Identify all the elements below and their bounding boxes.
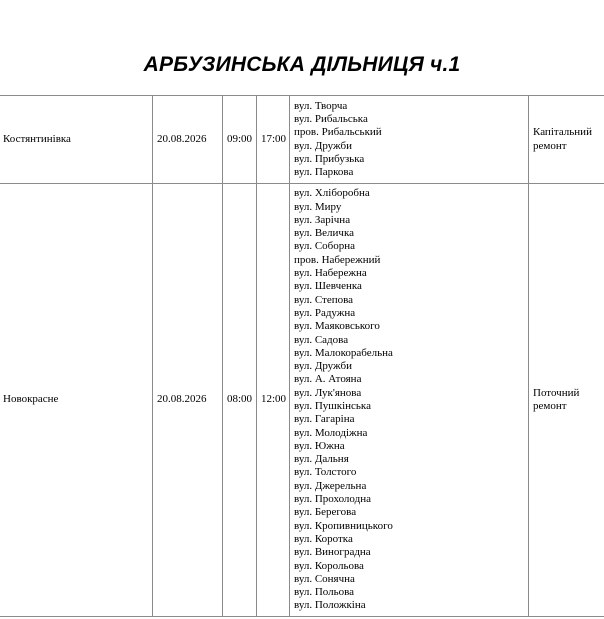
work-type-line: Поточний <box>533 386 580 399</box>
street-item: вул. Лук'янова <box>294 386 362 399</box>
street-item: вул. Величка <box>294 227 355 240</box>
end-time-cell: 17:00 <box>257 96 290 184</box>
village-cell: Новокрасне <box>0 184 153 617</box>
street-item: вул. А. Атояна <box>294 373 362 386</box>
table-row <box>0 96 604 184</box>
street-item: пров. Набережний <box>294 253 381 266</box>
street-item: вул. Садова <box>294 333 349 346</box>
street-item: вул. Корольова <box>294 559 364 572</box>
street-item: вул. Творча <box>294 99 348 112</box>
street-item: вул. Зарічна <box>294 213 351 226</box>
street-item: вул. Толстого <box>294 466 357 479</box>
street-item: вул. Джерельна <box>294 479 367 492</box>
street-item: вул. Виноградна <box>294 546 371 559</box>
street-item: пров. Рибальський <box>294 126 382 139</box>
street-item: вул. Шевченка <box>294 280 362 293</box>
street-item: вул. Дружби <box>294 360 352 373</box>
street-item: вул. Соборна <box>294 240 356 253</box>
date-cell: 20.08.2026 <box>153 96 223 184</box>
street-item: вул. Миру <box>294 200 342 213</box>
page-title: АРБУЗИНСЬКА ДІЛЬНИЦЯ ч.1 <box>143 53 461 76</box>
street-item: вул. Пушкінська <box>294 400 371 412</box>
street-item: вул. Кропивницького <box>294 519 393 532</box>
street-item: вул. Радужна <box>294 306 356 319</box>
streets-cell <box>290 96 529 184</box>
street-item: вул. Набережна <box>294 267 367 280</box>
street-item: вул. Степова <box>294 293 354 306</box>
work-type-line: Капітальний <box>533 126 592 139</box>
village-cell: Костянтинівка <box>0 96 153 184</box>
start-time-cell: 09:00 <box>223 96 257 184</box>
work-type-cell <box>529 96 604 184</box>
streets-cell <box>290 184 529 617</box>
start-time-cell: 08:00 <box>223 184 257 617</box>
street-item: вул. Хліборобна <box>294 187 370 200</box>
street-item: вул. Рибальська <box>294 112 368 125</box>
street-item: вул. Маяковського <box>294 320 380 333</box>
street-item: вул. Прохолодна <box>294 493 371 506</box>
outage-schedule-table <box>0 95 604 617</box>
street-item: вул. Южна <box>294 439 345 452</box>
street-item: вул. Молодіжна <box>294 426 368 439</box>
street-item: вул. Дружби <box>294 139 352 152</box>
work-type-line: ремонт <box>533 139 567 152</box>
work-type-cell <box>529 184 604 617</box>
street-item: вул. Коротка <box>294 532 353 545</box>
date-cell: 20.08.2026 <box>153 184 223 617</box>
table-row <box>0 184 604 617</box>
work-type-line: ремонт <box>533 400 567 412</box>
end-time-cell: 12:00 <box>257 184 290 617</box>
street-item: вул. Польова <box>294 586 355 599</box>
street-item: вул. Положкіна <box>294 599 366 612</box>
street-item: вул. Сонячна <box>294 572 355 585</box>
street-item: вул. Прибузька <box>294 152 365 165</box>
street-item: вул. Малокорабельна <box>294 346 393 359</box>
street-item: вул. Дальня <box>294 453 349 466</box>
street-item: вул. Паркова <box>294 166 354 179</box>
street-item: вул. Гагаріна <box>294 413 355 426</box>
street-item: вул. Берегова <box>294 506 357 519</box>
